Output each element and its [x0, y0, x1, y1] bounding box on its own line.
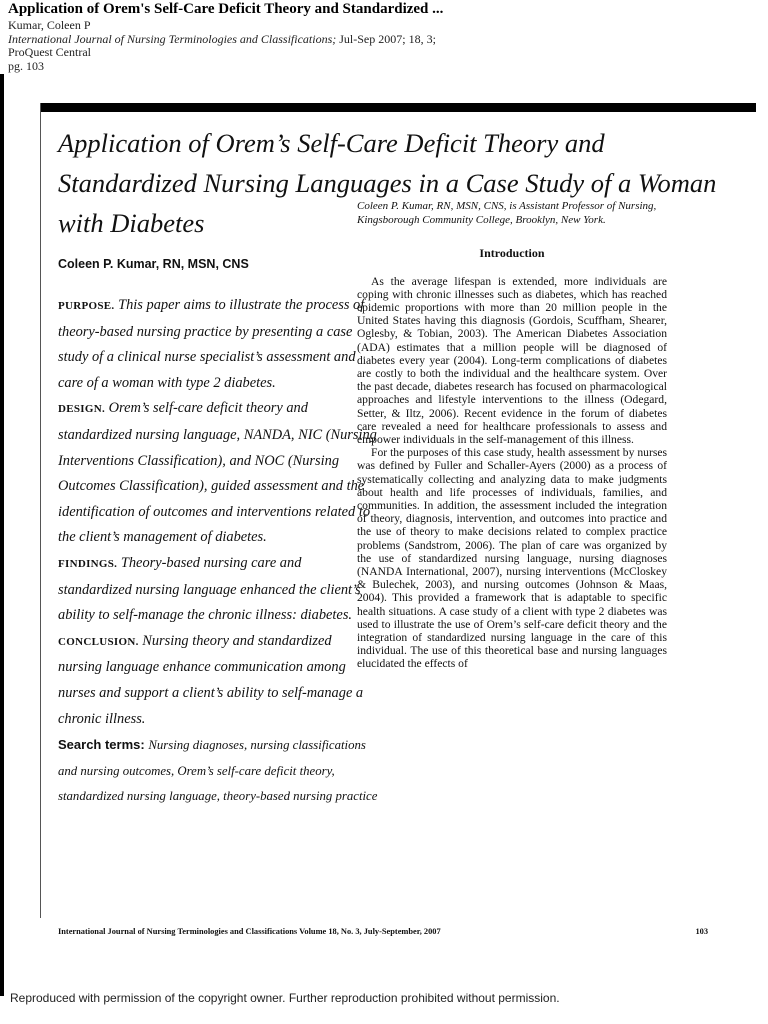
abstract — [58, 293, 378, 810]
footer-page-number: 103 — [695, 927, 708, 936]
header-date-volume: Jul-Sep 2007; 18, 3; — [339, 31, 436, 46]
search-terms-label: Search terms: — [58, 737, 145, 753]
conclusion-text: Nursing theory and standardized nursing language enhance communication among nurses and support a client’s ability to self-manage a chronic illness. — [58, 632, 364, 727]
side-rule — [40, 103, 41, 918]
article-title: Application of Orem’s Self-Care Deficit Theory and Standardized Nursing Languages in a Case Study of a Woman with Diabetes — [58, 128, 717, 238]
footer-journal: International Journal of Nursing Terminologies and Classifications Volume 18, No. 3, July-September, 2007 — [58, 927, 441, 936]
header-journal: International Journal of Nursing Terminologies and Classifications; — [8, 31, 337, 46]
abstract-findings — [58, 551, 378, 629]
intro-paragraph-2: For the purposes of this case study, health assessment by nurses was defined by Fuller and Schaller-Ayers (2000) as a process of systematically collecting and analyzing data to make judgments about health and life processes of individuals, families, and communities. In addition, the assessment included the integration of theory, diagnosis, intervention, and outcomes into practice and the use of theory to make decisions related to complex practice problems (Sandstrom, 2006). The plan of care was organized by the use of standardized nursing language, nursing diagnoses (NANDA International, 2007), nursing interventions (McCloskey & Bulechek, 2003), and nursing outcomes (Johnson & Maas, 2004). This provided a framework that is adaptable to specific health situations. A case study of a client with type 2 diabetes was used to illustrate the use of Orem’s self-care deficit theory and the integration of standardized nursing language in the care of this individual. The use of this theoretical base and nursing languages elucidated the effects of — [357, 446, 667, 671]
header-page: pg. 103 — [8, 58, 44, 73]
findings-label: FINDINGS. — [58, 557, 118, 570]
abstract-search-terms — [58, 732, 378, 810]
design-label: DESIGN. — [58, 403, 106, 416]
permission-notice: Reproduced with permission of the copyright owner. Further reproduction prohibited without permission. — [10, 991, 560, 1005]
purpose-label: PURPOSE. — [58, 300, 115, 312]
header-database: ProQuest Central — [8, 45, 91, 59]
top-rule — [40, 103, 756, 112]
conclusion-label: CONCLUSION. — [58, 635, 139, 648]
abstract-conclusion — [58, 629, 378, 732]
right-column — [357, 200, 667, 671]
section-heading-introduction: Introduction — [479, 245, 545, 260]
author-affiliation-note: Coleen P. Kumar, RN, MSN, CNS, is Assistant Professor of Nursing, Kingsborough Community College, Brooklyn, New York. — [357, 200, 657, 226]
header-journal-line — [8, 33, 758, 47]
header-title: Application of Orem's Self-Care Deficit Theory and Standardized ... — [8, 1, 444, 17]
left-margin-bar — [0, 74, 4, 996]
search-terms-text: Nursing diagnoses, nursing classifications and nursing outcomes, Orem’s self-care deficit theory, standardized nursing language, theory-based nursing practice — [58, 738, 378, 804]
abstract-purpose — [58, 293, 378, 396]
article-author: Coleen P. Kumar, RN, MSN, CNS — [58, 257, 249, 271]
design-text: Orem’s self-care deficit theory and standardized nursing language, NANDA, NIC (Nursing Interventions Classification), and NOC (Nursing Outcomes Classification), guided assessment and the identification of outcomes and interventions related to the client’s management of diabetes. — [58, 400, 377, 546]
purpose-text: This paper aims to illustrate the process of theory-based nursing practice by presenting a case study of a clinical nurse specialist’s assessment and care of a woman with type 2 diabetes. — [58, 297, 365, 391]
header-author: Kumar, Coleen P — [8, 18, 91, 32]
intro-paragraph-1: As the average lifespan is extended, more individuals are coping with chronic illnesses such as diabetes, which has reached epidemic proportions with more than 20 million people in the United States having this diagnosis (Gordois, Scuffham, Shearer, Oglesby, & Tobian, 2003). The American Diabetes Association (ADA) estimates that a million people will be diagnosed of diabetes every year (2004). Long-term complications of diabetes are costly to both the individual and the healthcare system. Over the past decade, diabetes research has focused on pharmacological approaches and lifestyle interventions to the illness (Odegard, Setter, & Iltz, 2006). Recent evidence in the forum of diabetes care revealed a need for healthcare professionals to assess and empower individuals in the self-management of this illness. — [357, 274, 667, 447]
citation-header — [8, 0, 758, 73]
findings-text: Theory-based nursing care and standardized nursing language enhanced the client’s ability to self-manage the chronic illness: diabetes. — [58, 554, 361, 624]
abstract-design — [58, 396, 378, 551]
